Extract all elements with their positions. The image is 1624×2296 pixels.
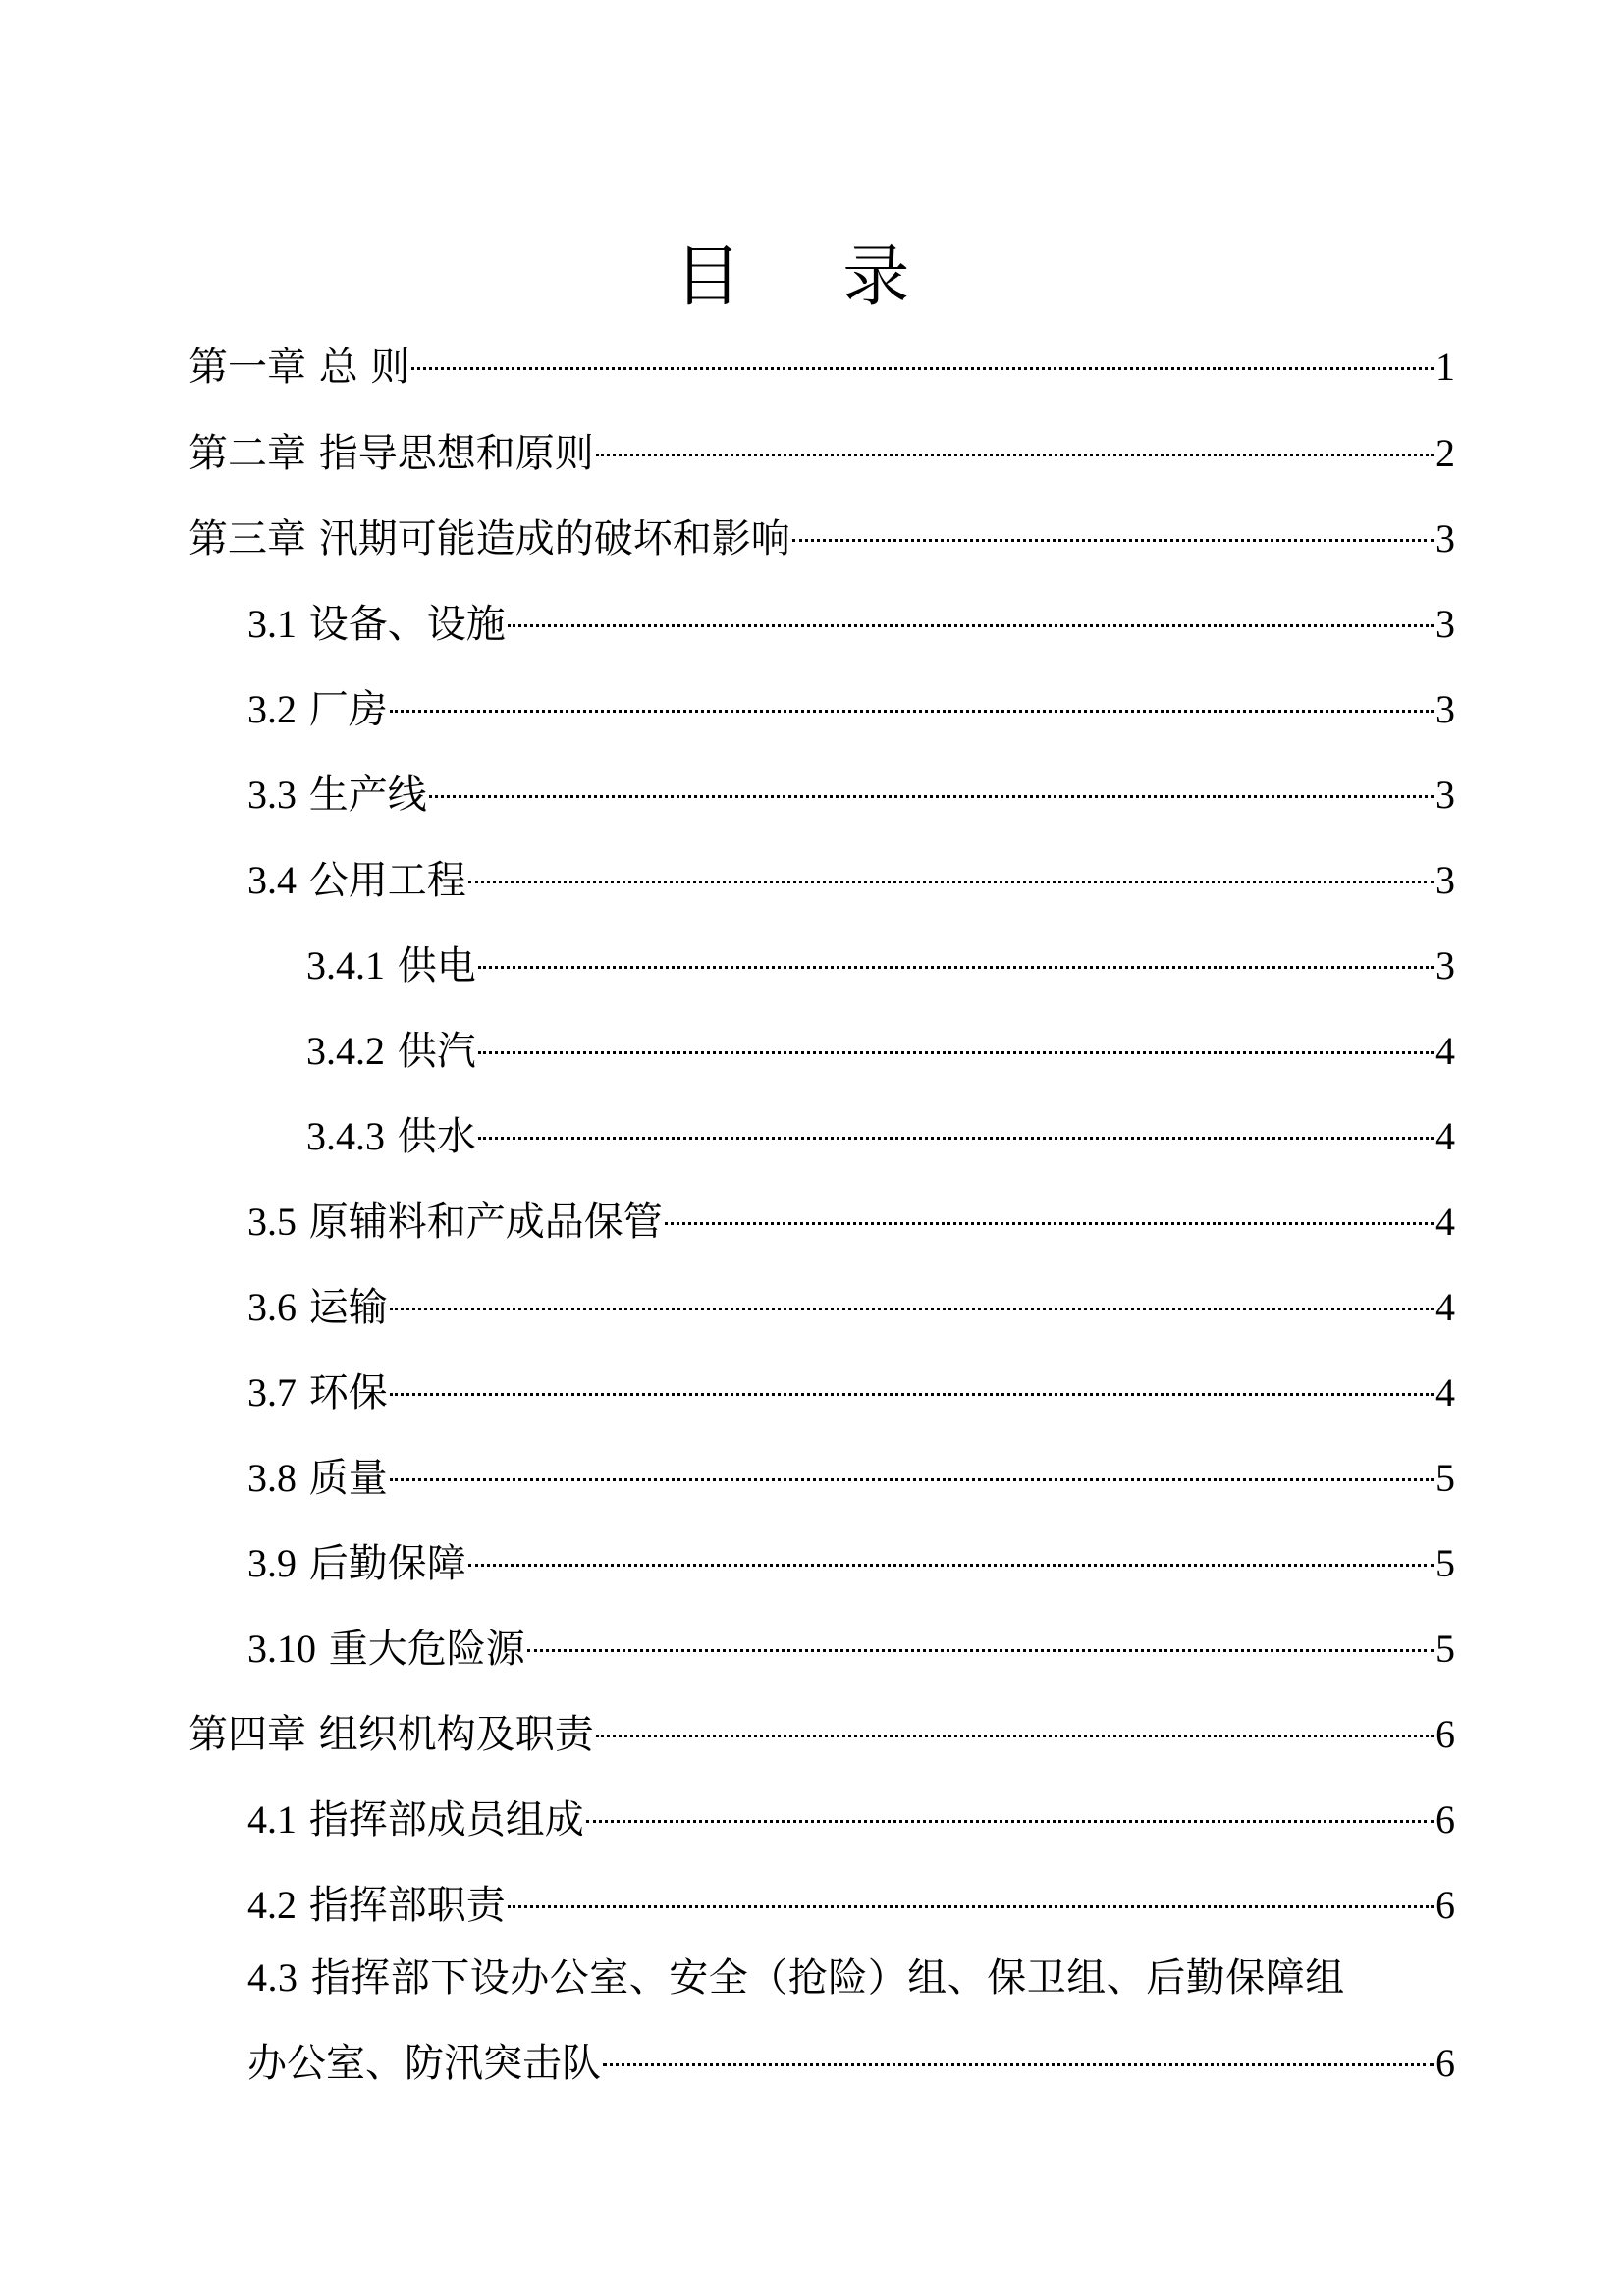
toc-entry-label: 重大危险源 [328,1627,525,1672]
dot-leader [792,539,1434,542]
toc-entry-label: 第二章 指导思想和原则 [189,431,594,476]
dot-leader [508,624,1434,627]
dot-leader [527,1649,1434,1652]
toc-entry-number: 3.7 [247,1370,297,1415]
toc-entry[interactable] [247,1534,1455,1593]
toc-page-number: 6 [1435,1712,1455,1756]
dot-leader [468,1564,1434,1567]
toc-entry-number: 3.3 [247,773,297,817]
toc-entry-number: 3.5 [247,1200,297,1244]
toc-page-number: 3 [1435,773,1455,817]
toc-entry[interactable] [306,1107,1455,1166]
toc-page-number: 3 [1435,516,1455,561]
toc-entry[interactable] [189,509,1455,568]
dot-leader [468,881,1434,883]
toc-entry-label: 生产线 [308,773,427,818]
toc-entry-number: 3.4.1 [306,943,385,988]
toc-entry-number: 3.1 [247,602,297,646]
toc-entry[interactable] [306,936,1455,995]
dot-leader [508,1905,1434,1908]
toc-entry[interactable] [306,1022,1455,1081]
toc-entry-label: 供汽 [397,1029,476,1074]
dot-leader [665,1222,1434,1225]
dot-leader [411,367,1434,370]
toc-entry-number: 3.4 [247,858,297,902]
toc-entry-label: 指挥部下设办公室、安全（抢险）组、保卫组、后勤保障组 [310,1955,1345,2001]
toc-page-number: 6 [1435,1797,1455,1842]
toc-entry-number: 4.3 [247,1955,298,2000]
toc-page-number: 6 [1435,1883,1455,1927]
dot-leader [429,795,1434,798]
toc-entry-label: 公用工程 [308,858,466,903]
toc-entry-label: 设备、设施 [308,602,506,647]
toc-entry-label: 运输 [308,1285,388,1330]
toc-entry-label: 第四章 组织机构及职责 [189,1712,594,1757]
dot-leader [478,1051,1434,1054]
toc-page-number: 5 [1435,1456,1455,1500]
toc-page-number: 3 [1435,687,1455,731]
dot-leader [390,1393,1434,1396]
toc-page-number: 1 [1435,345,1455,389]
toc-entry[interactable] [247,1790,1455,1849]
toc-entry[interactable] [189,338,1455,397]
toc-entry[interactable] [247,1278,1455,1337]
toc-page-number: 3 [1435,943,1455,988]
toc-entry[interactable] [189,1705,1455,1764]
toc-entry-label: 质量 [308,1456,388,1501]
toc-page-number: 4 [1435,1370,1455,1415]
toc-entry-label: 原辅料和产成品保管 [308,1200,663,1245]
toc-entry-label: 供水 [397,1114,476,1159]
toc-entry-number: 4.2 [247,1883,297,1927]
toc-entry-label: 厂房 [308,687,388,732]
toc-page-number: 6 [1435,2041,1455,2085]
toc-entry[interactable] [247,1193,1455,1252]
toc-entry[interactable] [247,1449,1455,1508]
toc-entry[interactable] [247,595,1455,654]
dot-leader [390,1308,1434,1310]
toc-entry-number: 3.8 [247,1456,297,1500]
dot-leader [596,1735,1434,1737]
dot-leader [478,966,1434,969]
dot-leader [390,710,1434,713]
toc-page-number: 3 [1435,602,1455,646]
toc-entry-label: 后勤保障 [308,1541,466,1586]
toc-entry[interactable] [247,1876,1455,1935]
page-title: 目 录 [674,239,949,316]
toc-entry-label: 指挥部成员组成 [308,1797,584,1842]
toc-entry[interactable] [247,1363,1455,1422]
toc-entry-label: 指挥部职责 [308,1883,506,1928]
dot-leader [596,454,1434,456]
dot-leader [603,2063,1434,2066]
toc-entry[interactable] [247,1620,1455,1679]
toc-page-number: 4 [1435,1200,1455,1244]
toc-entry-label: 环保 [308,1370,388,1415]
dot-leader [390,1478,1434,1481]
toc-entry[interactable] [247,680,1455,739]
toc-page-number: 5 [1435,1627,1455,1671]
toc-entry-multiline[interactable] [247,1935,1455,2106]
toc-page-number: 4 [1435,1114,1455,1158]
dot-leader [586,1820,1434,1823]
toc-page-number: 4 [1435,1029,1455,1073]
toc-entry-label: 第一章 总 则 [189,345,410,390]
dot-leader [478,1137,1434,1140]
toc-entry[interactable] [247,851,1455,910]
toc-entry[interactable] [247,766,1455,825]
toc-entry-number: 3.4.2 [306,1029,385,1073]
toc-entry-number: 3.4.3 [306,1114,385,1158]
toc-page-number: 2 [1435,431,1455,475]
toc-entry-label-continued: 办公室、防汛突击队 [247,2041,601,2086]
toc-entry-number: 4.1 [247,1797,297,1842]
toc-page-number: 5 [1435,1541,1455,1585]
toc-entry-number: 3.2 [247,687,297,731]
toc-entry-number: 3.9 [247,1541,297,1585]
toc-page-number: 3 [1435,858,1455,902]
toc-entry[interactable] [189,424,1455,483]
toc-entry-number: 3.10 [247,1627,316,1671]
toc-page-number: 4 [1435,1285,1455,1329]
toc-entry-label: 供电 [397,943,476,988]
toc-entry-label: 第三章 汛期可能造成的破坏和影响 [189,516,790,561]
toc-entry-number: 3.6 [247,1285,297,1329]
